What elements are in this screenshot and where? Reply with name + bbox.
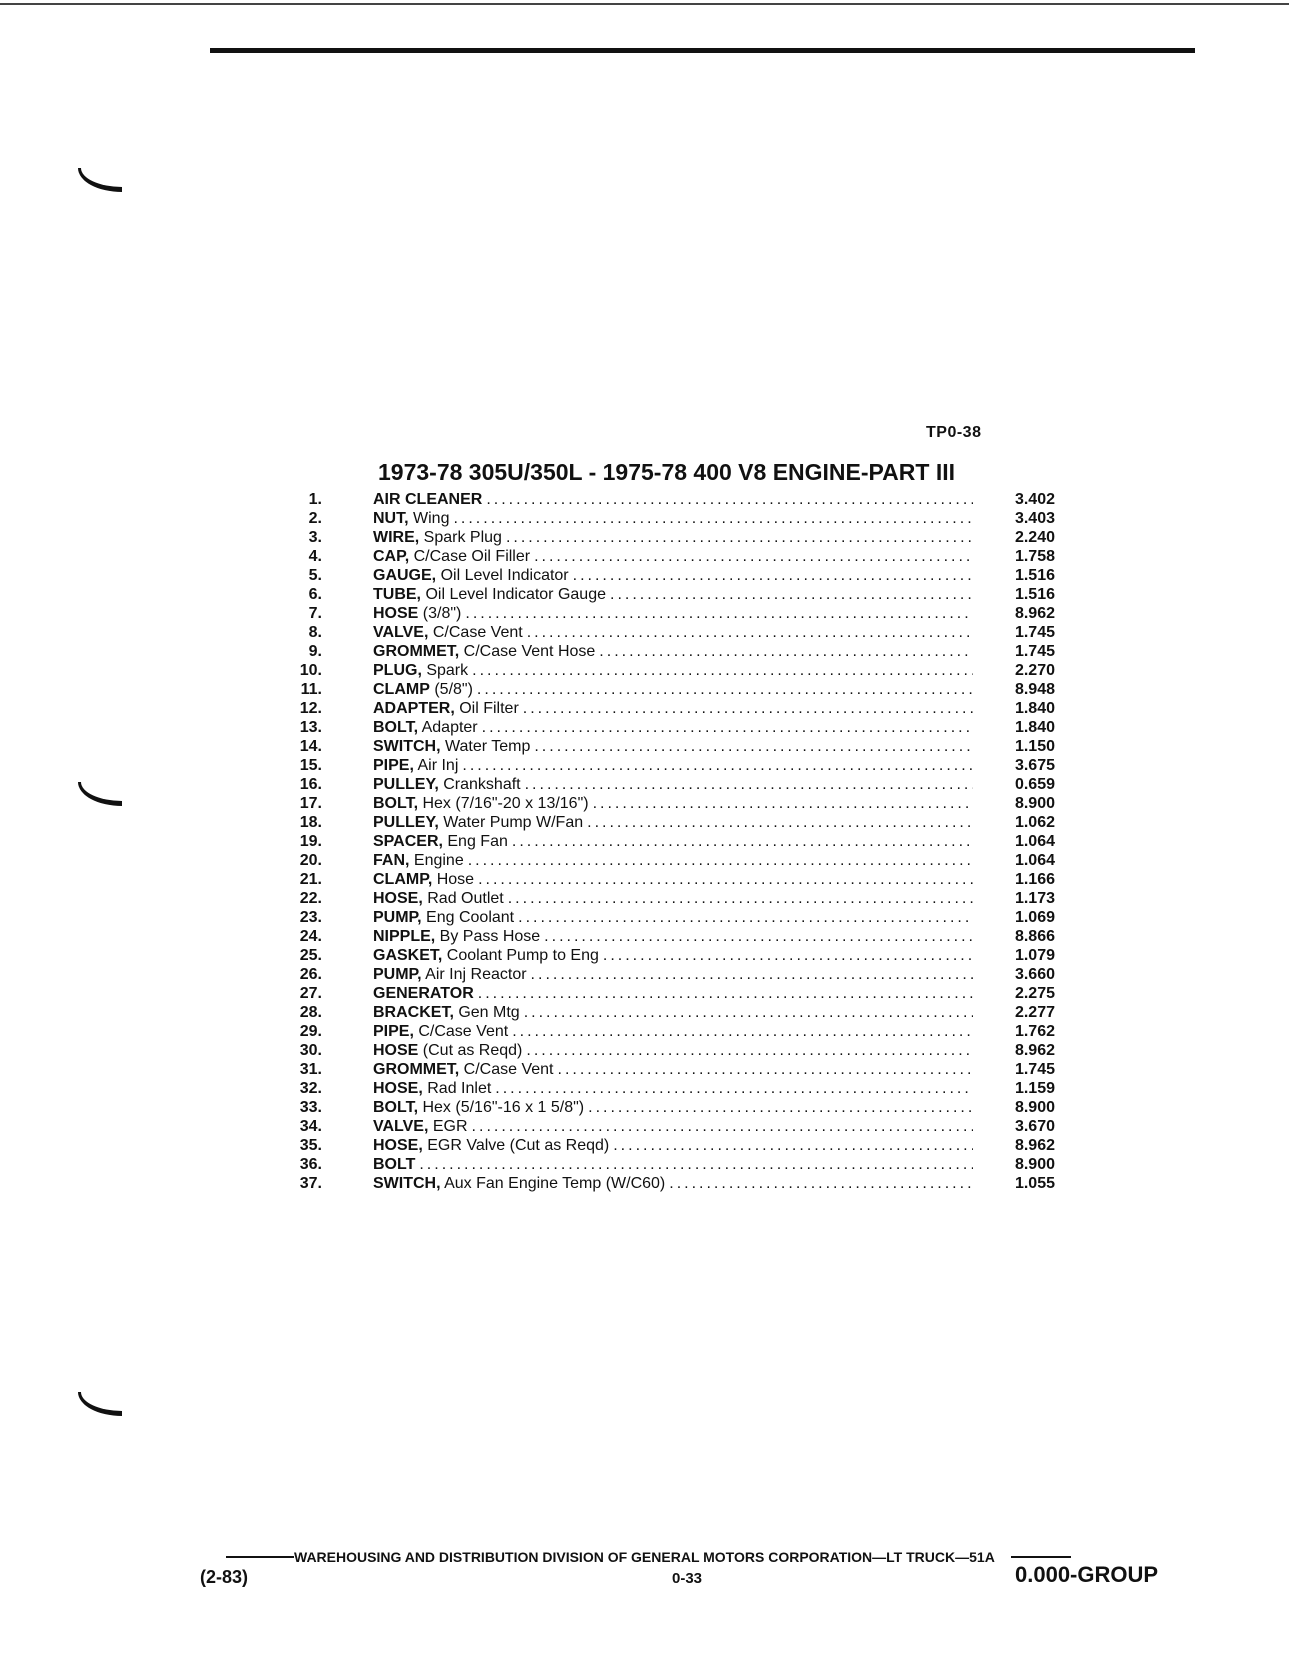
item-number: 10. — [299, 662, 322, 679]
item-number: 6. — [308, 586, 322, 603]
group-number: 3.660 — [1014, 966, 1055, 983]
dot-leader — [534, 737, 973, 756]
group-number: 1.079 — [1014, 947, 1055, 964]
parts-row — [280, 490, 1080, 509]
group-number: 1.173 — [1014, 890, 1055, 907]
group-number: 1.840 — [1014, 719, 1055, 736]
dot-leader — [506, 528, 973, 547]
part-name: ADAPTER, — [373, 700, 455, 717]
parts-row — [280, 509, 1080, 528]
item-description — [373, 870, 973, 889]
item-number: 8. — [308, 624, 322, 641]
parts-row — [280, 604, 1080, 623]
item-description — [373, 623, 973, 642]
parts-row — [280, 813, 1080, 832]
dot-leader — [486, 490, 973, 509]
footer-group: 0.000-GROUP — [1015, 1562, 1159, 1587]
dot-leader — [508, 889, 973, 908]
group-number: 1.762 — [1014, 1023, 1055, 1040]
part-spec: Oil Level Indicator — [436, 567, 569, 584]
parts-row — [280, 699, 1080, 718]
part-name: WIRE, — [373, 529, 420, 546]
part-name: SWITCH, — [373, 738, 441, 755]
parts-row — [280, 1098, 1080, 1117]
part-name: PUMP, — [373, 966, 422, 983]
group-number: 3.670 — [1014, 1118, 1055, 1135]
part-name: PIPE, — [373, 757, 414, 774]
item-number: 24. — [299, 928, 322, 945]
item-number: 13. — [299, 719, 322, 736]
dot-leader — [527, 623, 973, 642]
group-number: 1.159 — [1014, 1080, 1055, 1097]
dot-leader — [495, 1079, 973, 1098]
dot-leader — [472, 1117, 973, 1136]
item-number: 20. — [299, 852, 322, 869]
group-number: 3.675 — [1014, 757, 1055, 774]
item-description — [373, 680, 973, 699]
part-name: FAN, — [373, 852, 410, 869]
part-name: AIR CLEANER — [373, 491, 483, 508]
part-name: PLUG, — [373, 662, 422, 679]
item-description — [373, 490, 973, 509]
parts-row — [280, 1155, 1080, 1174]
group-number: 8.962 — [1014, 1137, 1055, 1154]
item-description — [373, 528, 973, 547]
item-number: 33. — [299, 1099, 322, 1116]
item-description — [373, 794, 973, 813]
group-number: 1.745 — [1014, 643, 1055, 660]
part-name: PULLEY, — [373, 814, 439, 831]
part-spec: Crankshaft — [438, 776, 521, 793]
parts-row — [280, 908, 1080, 927]
binder-hole-mark-bottom — [78, 1392, 122, 1416]
group-number: 3.403 — [1014, 510, 1055, 527]
item-number: 31. — [299, 1061, 322, 1078]
item-number: 11. — [300, 681, 322, 698]
item-description — [373, 1117, 973, 1136]
footer-date: (2-83) — [200, 1567, 249, 1587]
group-number: 2.270 — [1014, 662, 1055, 679]
header-rule — [210, 48, 1195, 53]
part-name: BOLT — [373, 1156, 416, 1173]
group-number: 1.166 — [1014, 871, 1055, 888]
dot-leader — [587, 813, 973, 832]
parts-row — [280, 718, 1080, 737]
group-number: 1.745 — [1014, 624, 1055, 641]
dot-leader — [524, 1003, 973, 1022]
item-number: 12. — [299, 700, 322, 717]
part-name: HOSE, — [373, 890, 423, 907]
part-name: HOSE, — [373, 1137, 423, 1154]
item-description — [373, 1041, 973, 1060]
item-number: 28. — [299, 1004, 322, 1021]
group-number: 1.055 — [1014, 1175, 1055, 1192]
parts-row — [280, 1136, 1080, 1155]
part-spec: C/Case Vent — [459, 1061, 554, 1078]
group-number: 1.069 — [1014, 909, 1055, 926]
item-number: 23. — [299, 909, 322, 926]
part-name: VALVE, — [373, 1118, 429, 1135]
item-number: 3. — [308, 529, 322, 546]
part-spec: By Pass Hose — [435, 928, 541, 945]
dot-leader — [544, 927, 973, 946]
item-number: 25. — [299, 947, 322, 964]
part-name: PUMP, — [373, 909, 422, 926]
dot-leader — [603, 946, 973, 965]
dot-leader — [525, 775, 973, 794]
parts-row — [280, 984, 1080, 1003]
part-name: CLAMP, — [373, 871, 433, 888]
part-spec: Gen Mtg — [453, 1004, 520, 1021]
group-number: 1.150 — [1014, 738, 1055, 755]
group-number: 3.402 — [1014, 491, 1055, 508]
part-spec: Hex (7/16"-20 x 13/16") — [418, 795, 589, 812]
group-number: 1.840 — [1014, 700, 1055, 717]
plate-id: TP0-38 — [926, 424, 982, 441]
item-description — [373, 927, 973, 946]
part-spec: Spark — [421, 662, 469, 679]
part-name: CLAMP — [373, 681, 430, 698]
item-number: 34. — [299, 1118, 322, 1135]
parts-row — [280, 1174, 1080, 1193]
group-number: 1.516 — [1014, 586, 1055, 603]
part-name: CAP, — [373, 548, 410, 565]
parts-row — [280, 547, 1080, 566]
group-number: 1.758 — [1014, 548, 1055, 565]
item-number: 37. — [299, 1175, 322, 1192]
part-name: BOLT, — [373, 795, 419, 812]
dot-leader — [534, 547, 973, 566]
item-description — [373, 1098, 973, 1117]
part-name: HOSE — [373, 605, 419, 622]
part-name: SPACER, — [373, 833, 443, 850]
parts-row — [280, 1022, 1080, 1041]
item-description — [373, 661, 973, 680]
part-name: VALVE, — [373, 624, 429, 641]
part-spec: Spark Plug — [419, 529, 502, 546]
item-description — [373, 756, 973, 775]
item-description — [373, 585, 973, 604]
item-description — [373, 1174, 973, 1193]
group-number: 8.900 — [1014, 1099, 1055, 1116]
item-number: 14. — [299, 738, 322, 755]
item-description — [373, 718, 973, 737]
footer-page-number: 0-33 — [672, 1570, 703, 1587]
part-name: GROMMET, — [373, 643, 460, 660]
part-name: BOLT, — [373, 719, 419, 736]
group-number: 8.866 — [1014, 928, 1055, 945]
item-description — [373, 832, 973, 851]
part-name: GAUGE, — [373, 567, 437, 584]
part-spec: Oil Filter — [454, 700, 519, 717]
part-name: BRACKET, — [373, 1004, 454, 1021]
item-description — [373, 509, 973, 528]
part-name: PIPE, — [373, 1023, 414, 1040]
part-spec: Water Pump W/Fan — [438, 814, 584, 831]
item-number: 16. — [299, 776, 322, 793]
group-number: 2.275 — [1014, 985, 1055, 1002]
item-number: 36. — [299, 1156, 322, 1173]
parts-row — [280, 642, 1080, 661]
item-number: 26. — [299, 966, 322, 983]
part-name: PULLEY, — [373, 776, 439, 793]
parts-row — [280, 737, 1080, 756]
part-name: GASKET, — [373, 947, 443, 964]
item-description — [373, 851, 973, 870]
item-number: 9. — [308, 643, 322, 660]
dot-leader — [588, 1098, 973, 1117]
part-spec: C/Case Oil Filler — [409, 548, 531, 565]
part-spec: (5/8") — [429, 681, 473, 698]
part-spec: (Cut as Reqd) — [418, 1042, 523, 1059]
part-name: TUBE, — [373, 586, 421, 603]
dot-leader — [468, 851, 973, 870]
parts-row — [280, 775, 1080, 794]
item-description — [373, 908, 973, 927]
item-number: 4. — [308, 548, 322, 565]
item-description — [373, 737, 973, 756]
dot-leader — [526, 1041, 973, 1060]
item-number: 5. — [308, 567, 322, 584]
item-description — [373, 699, 973, 718]
group-number: 8.900 — [1014, 795, 1055, 812]
item-number: 15. — [299, 757, 322, 774]
group-number: 1.064 — [1014, 833, 1055, 850]
group-number: 1.062 — [1014, 814, 1055, 831]
item-description — [373, 1060, 973, 1079]
part-spec: Eng Fan — [442, 833, 508, 850]
group-number: 1.064 — [1014, 852, 1055, 869]
part-spec: Air Inj Reactor — [421, 966, 527, 983]
item-number: 18. — [299, 814, 322, 831]
parts-row — [280, 1079, 1080, 1098]
item-description — [373, 775, 973, 794]
item-description — [373, 604, 973, 623]
part-spec: (3/8") — [418, 605, 462, 622]
part-spec: EGR — [428, 1118, 468, 1135]
footer-rule-right — [1011, 1556, 1071, 1558]
item-number: 2. — [308, 510, 322, 527]
group-number: 8.900 — [1014, 1156, 1055, 1173]
dot-leader — [453, 509, 973, 528]
part-spec: C/Case Vent — [428, 624, 523, 641]
item-description — [373, 547, 973, 566]
dot-leader — [610, 585, 973, 604]
part-spec: Engine — [409, 852, 464, 869]
part-spec: Rad Outlet — [422, 890, 504, 907]
item-description — [373, 1003, 973, 1022]
item-description — [373, 566, 973, 585]
part-spec: Hex (5/16"-16 x 1 5/8") — [418, 1099, 585, 1116]
item-number: 32. — [299, 1080, 322, 1097]
item-number: 21. — [299, 871, 322, 888]
item-number: 29. — [299, 1023, 322, 1040]
parts-list — [280, 490, 1080, 1193]
parts-row — [280, 1060, 1080, 1079]
dot-leader — [593, 794, 973, 813]
dot-leader — [478, 870, 973, 889]
part-spec: Rad Inlet — [422, 1080, 492, 1097]
dot-leader — [512, 832, 973, 851]
binder-hole-mark-middle — [78, 782, 122, 806]
item-description — [373, 889, 973, 908]
page-title: 1973-78 305U/350L - 1975-78 400 V8 ENGINE-PART III — [378, 459, 956, 485]
dot-leader — [531, 965, 973, 984]
part-spec: Adapter — [418, 719, 478, 736]
item-description — [373, 1079, 973, 1098]
item-description — [373, 984, 973, 1003]
dot-leader — [613, 1136, 973, 1155]
dot-leader — [573, 566, 973, 585]
item-description — [373, 965, 973, 984]
item-description — [373, 1136, 973, 1155]
part-name: HOSE — [373, 1042, 419, 1059]
binder-hole-mark-top — [78, 168, 122, 192]
item-number: 27. — [299, 985, 322, 1002]
parts-row — [280, 1041, 1080, 1060]
dot-leader — [482, 718, 973, 737]
dot-leader — [478, 984, 973, 1003]
dot-leader — [419, 1155, 973, 1174]
dot-leader — [512, 1022, 973, 1041]
part-spec: Aux Fan Engine Temp (W/C60) — [440, 1175, 666, 1192]
part-spec: EGR Valve (Cut as Reqd) — [422, 1137, 610, 1154]
scan-top-edge — [0, 3, 1289, 5]
part-spec: Water Temp — [440, 738, 531, 755]
dot-leader — [465, 604, 973, 623]
group-number: 2.240 — [1014, 529, 1055, 546]
item-description — [373, 813, 973, 832]
part-spec: Air Inj — [413, 757, 459, 774]
group-number: 2.277 — [1014, 1004, 1055, 1021]
parts-row — [280, 794, 1080, 813]
parts-row — [280, 1117, 1080, 1136]
dot-leader — [599, 642, 973, 661]
group-number: 1.516 — [1014, 567, 1055, 584]
part-name: NUT, — [373, 510, 409, 527]
parts-row — [280, 756, 1080, 775]
part-spec: Coolant Pump to Eng — [442, 947, 599, 964]
item-number: 1. — [308, 491, 322, 508]
parts-row — [280, 889, 1080, 908]
item-number: 35. — [299, 1137, 322, 1154]
group-number: 0.659 — [1014, 776, 1055, 793]
parts-row — [280, 832, 1080, 851]
item-description — [373, 642, 973, 661]
part-name: GROMMET, — [373, 1061, 460, 1078]
item-number: 17. — [299, 795, 322, 812]
part-name: BOLT, — [373, 1099, 419, 1116]
part-spec: Eng Coolant — [421, 909, 515, 926]
group-number: 8.948 — [1014, 681, 1055, 698]
item-description — [373, 946, 973, 965]
parts-row — [280, 661, 1080, 680]
parts-row — [280, 965, 1080, 984]
parts-row — [280, 623, 1080, 642]
item-description — [373, 1155, 973, 1174]
footer-publisher: WAREHOUSING AND DISTRIBUTION DIVISION OF GENERAL MOTORS CORPORATION—LT TRUCK—51A — [294, 1549, 995, 1565]
dot-leader — [477, 680, 973, 699]
part-spec: C/Case Vent — [413, 1023, 509, 1040]
parts-row — [280, 870, 1080, 889]
group-number: 1.745 — [1014, 1061, 1055, 1078]
parts-row — [280, 851, 1080, 870]
dot-leader — [472, 661, 973, 680]
parts-row — [280, 927, 1080, 946]
parts-row — [280, 1003, 1080, 1022]
footer-rule-left — [226, 1556, 294, 1558]
parts-row — [280, 566, 1080, 585]
group-number: 8.962 — [1014, 605, 1055, 622]
dot-leader — [523, 699, 973, 718]
item-number: 22. — [299, 890, 322, 907]
part-name: GENERATOR — [373, 985, 474, 1002]
part-name: HOSE, — [373, 1080, 423, 1097]
part-name: NIPPLE, — [373, 928, 436, 945]
item-number: 19. — [299, 833, 322, 850]
parts-row — [280, 946, 1080, 965]
item-number: 7. — [308, 605, 322, 622]
item-number: 30. — [299, 1042, 322, 1059]
item-description — [373, 1022, 973, 1041]
parts-row — [280, 585, 1080, 604]
dot-leader — [558, 1060, 974, 1079]
dot-leader — [669, 1174, 973, 1193]
part-spec: C/Case Vent Hose — [459, 643, 596, 660]
group-number: 8.962 — [1014, 1042, 1055, 1059]
parts-row — [280, 528, 1080, 547]
part-spec: Hose — [432, 871, 475, 888]
part-name: SWITCH, — [373, 1175, 441, 1192]
dot-leader — [462, 756, 973, 775]
part-spec: Wing — [408, 510, 450, 527]
dot-leader — [518, 908, 973, 927]
part-spec: Oil Level Indicator Gauge — [421, 586, 606, 603]
parts-row — [280, 680, 1080, 699]
